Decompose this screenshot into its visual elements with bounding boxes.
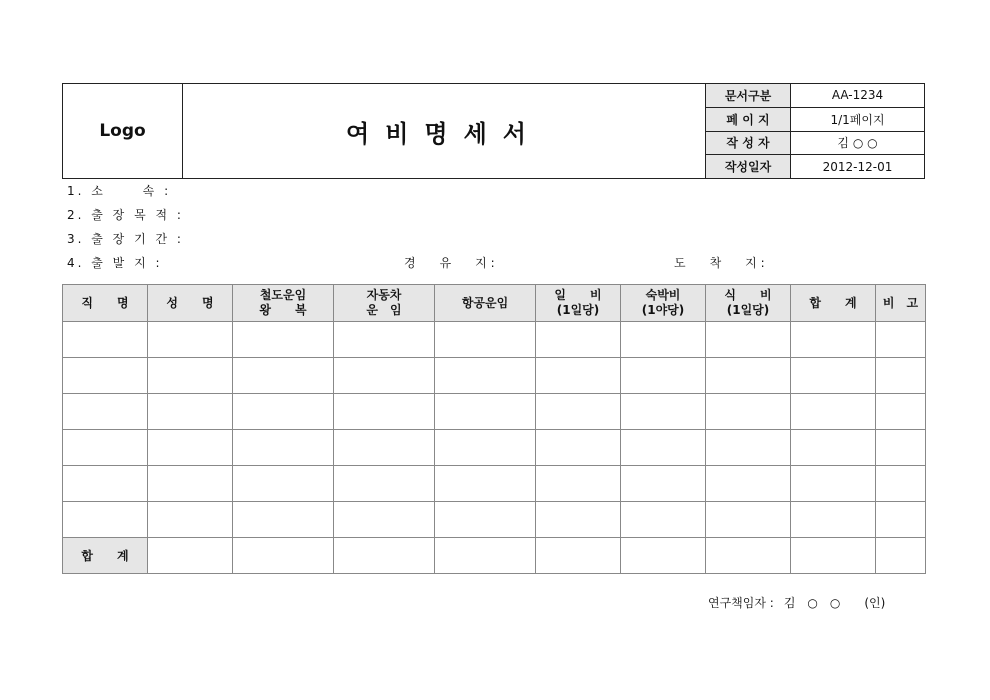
table-cell[interactable] xyxy=(435,322,536,358)
table-cell[interactable] xyxy=(233,358,334,394)
table-cell[interactable] xyxy=(706,502,791,538)
table-cell[interactable] xyxy=(536,502,621,538)
sum-label: 합 계 xyxy=(63,538,148,574)
table-cell[interactable] xyxy=(233,538,334,574)
meta-value: 1/1페이지 xyxy=(830,112,885,127)
table-cell[interactable] xyxy=(876,358,926,394)
info-period xyxy=(67,229,184,247)
table-cell[interactable] xyxy=(621,358,706,394)
table-cell[interactable] xyxy=(876,394,926,430)
table-row xyxy=(63,466,926,502)
table-cell[interactable] xyxy=(791,430,876,466)
table-cell[interactable] xyxy=(876,466,926,502)
travel-expense-table xyxy=(62,284,926,574)
col-header-name: 성 명 xyxy=(148,285,233,322)
table-cell[interactable] xyxy=(334,358,435,394)
meta-row-page xyxy=(706,108,924,132)
table-row xyxy=(63,358,926,394)
table-cell[interactable] xyxy=(791,322,876,358)
table-cell[interactable] xyxy=(791,502,876,538)
table-cell[interactable] xyxy=(536,358,621,394)
table-cell[interactable] xyxy=(706,394,791,430)
table-cell[interactable] xyxy=(536,466,621,502)
table-cell[interactable] xyxy=(621,394,706,430)
col-header-air-fare: 항공운임 xyxy=(435,285,536,322)
table-cell[interactable] xyxy=(876,322,926,358)
table-cell[interactable] xyxy=(233,394,334,430)
table-cell[interactable] xyxy=(148,430,233,466)
signature-name: 김 ○ ○ xyxy=(783,596,841,610)
table-cell[interactable] xyxy=(334,502,435,538)
meta-value: 김 ○ ○ xyxy=(837,136,878,151)
table-cell[interactable] xyxy=(148,394,233,430)
table-cell[interactable] xyxy=(791,358,876,394)
table-cell[interactable] xyxy=(791,466,876,502)
table-cell[interactable] xyxy=(621,322,706,358)
table-row xyxy=(63,394,926,430)
table-cell[interactable] xyxy=(435,502,536,538)
table-cell[interactable] xyxy=(706,430,791,466)
info-via xyxy=(404,253,495,271)
meta-label: 문서구분 xyxy=(706,84,791,107)
document-title: 여비명세서 xyxy=(183,84,706,178)
info-label: 1. 소 속 : xyxy=(67,183,172,198)
meta-row-author xyxy=(706,132,924,156)
col-header-car-fare: 자동차 운 임 xyxy=(334,285,435,322)
table-cell[interactable] xyxy=(536,538,621,574)
table-cell[interactable] xyxy=(435,358,536,394)
table-cell[interactable] xyxy=(334,322,435,358)
table-cell[interactable] xyxy=(233,322,334,358)
table-cell[interactable] xyxy=(148,466,233,502)
table-cell[interactable] xyxy=(63,430,148,466)
table-cell[interactable] xyxy=(148,538,233,574)
col-header-daily-allowance: 일 비 (1일당) xyxy=(536,285,621,322)
table-cell[interactable] xyxy=(706,538,791,574)
signature-seal: (인) xyxy=(864,596,886,610)
meta-label: 작성일자 xyxy=(706,155,791,178)
col-header-lodging: 숙박비 (1야당) xyxy=(621,285,706,322)
table-cell[interactable] xyxy=(435,466,536,502)
table-cell[interactable] xyxy=(334,538,435,574)
document-meta xyxy=(706,84,924,178)
table-row xyxy=(63,322,926,358)
meta-row-doc-type xyxy=(706,84,924,108)
table-cell[interactable] xyxy=(621,466,706,502)
table-cell[interactable] xyxy=(148,502,233,538)
table-row xyxy=(63,430,926,466)
info-label: 2. 출 장 목 적 : xyxy=(67,207,184,222)
col-header-remarks: 비 고 xyxy=(876,285,926,322)
table-cell[interactable] xyxy=(233,430,334,466)
table-cell[interactable] xyxy=(706,358,791,394)
table-cell[interactable] xyxy=(63,322,148,358)
meta-value: AA-1234 xyxy=(831,88,884,103)
table-cell[interactable] xyxy=(876,430,926,466)
table-cell[interactable] xyxy=(621,430,706,466)
table-cell[interactable] xyxy=(63,466,148,502)
table-cell[interactable] xyxy=(876,538,926,574)
table-sum-row xyxy=(63,538,926,574)
table-cell[interactable] xyxy=(791,394,876,430)
info-label: 4. 출 발 지 : xyxy=(67,255,163,270)
table-cell[interactable] xyxy=(706,466,791,502)
signature-line xyxy=(708,594,885,611)
info-affiliation xyxy=(67,181,171,199)
table-cell[interactable] xyxy=(63,394,148,430)
col-header-rail-fare: 철도운임 왕 복 xyxy=(233,285,334,322)
table-header-row xyxy=(63,285,926,322)
info-label: 도 착 지 : xyxy=(674,255,765,270)
table-cell[interactable] xyxy=(435,394,536,430)
table-cell[interactable] xyxy=(621,538,706,574)
col-header-total: 합 계 xyxy=(791,285,876,322)
table-cell[interactable] xyxy=(435,538,536,574)
table-cell[interactable] xyxy=(148,322,233,358)
meta-label: 작 성 자 xyxy=(706,132,791,155)
col-header-meals: 식 비 (1일당) xyxy=(706,285,791,322)
table-cell[interactable] xyxy=(876,502,926,538)
table-cell[interactable] xyxy=(334,394,435,430)
signature-label: 연구책임자 : xyxy=(708,596,774,610)
table-cell[interactable] xyxy=(791,538,876,574)
table-cell[interactable] xyxy=(334,430,435,466)
table-cell[interactable] xyxy=(334,466,435,502)
meta-row-date xyxy=(706,155,924,178)
info-purpose xyxy=(67,205,184,223)
table-cell[interactable] xyxy=(233,466,334,502)
table-cell[interactable] xyxy=(621,502,706,538)
info-departure xyxy=(67,253,163,271)
logo: Logo xyxy=(63,84,183,178)
info-label: 경 유 지 : xyxy=(404,255,495,270)
table-cell[interactable] xyxy=(63,502,148,538)
table-cell[interactable] xyxy=(435,430,536,466)
document-header xyxy=(62,83,925,179)
table-cell[interactable] xyxy=(706,322,791,358)
meta-label: 페 이 지 xyxy=(706,108,791,131)
meta-value: 2012-12-01 xyxy=(822,159,893,174)
table-cell[interactable] xyxy=(536,430,621,466)
table-cell[interactable] xyxy=(233,502,334,538)
table-cell[interactable] xyxy=(536,322,621,358)
info-arrival xyxy=(674,253,765,271)
table-cell[interactable] xyxy=(536,394,621,430)
table-row xyxy=(63,502,926,538)
col-header-position: 직 명 xyxy=(63,285,148,322)
table-cell[interactable] xyxy=(148,358,233,394)
table-cell[interactable] xyxy=(63,358,148,394)
info-label: 3. 출 장 기 간 : xyxy=(67,231,184,246)
